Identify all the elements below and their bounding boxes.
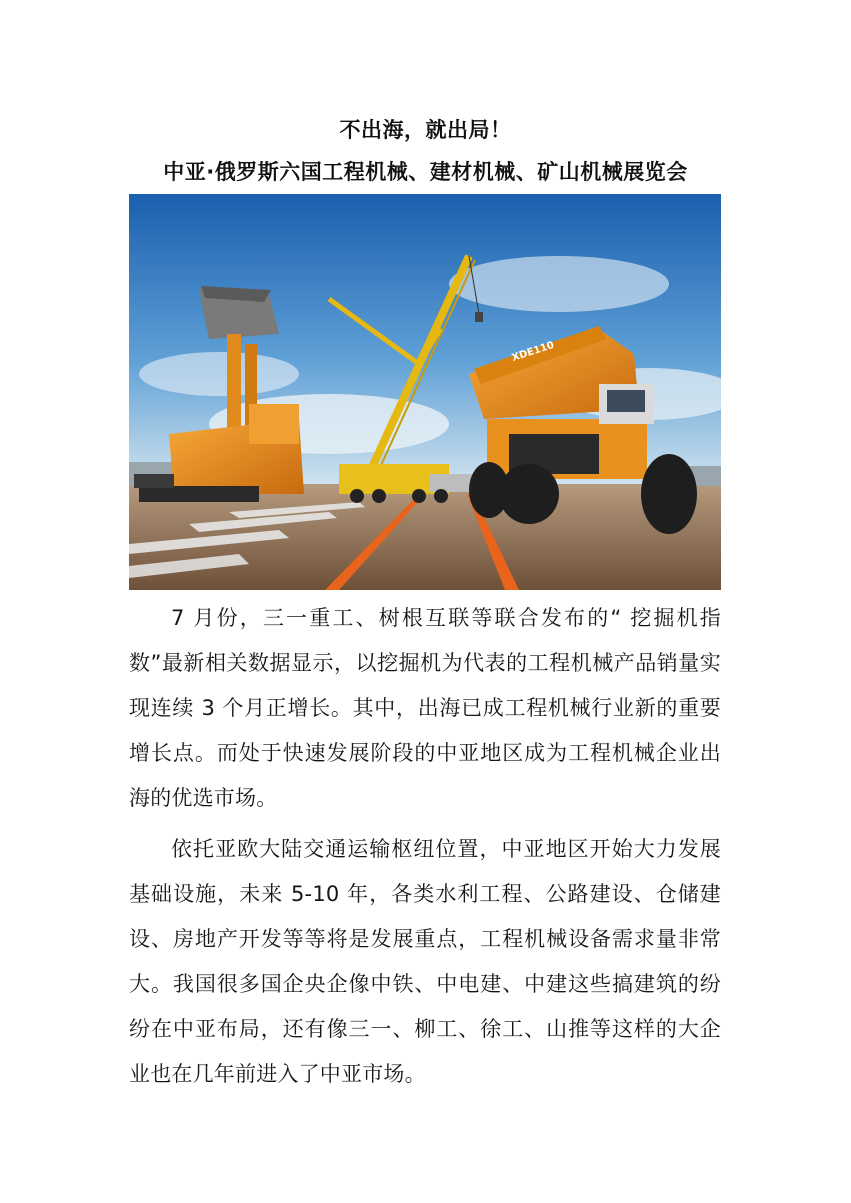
article-body (129, 596, 721, 1103)
paragraph: 7 月份，三一重工、树根互联等联合发布的“ 挖掘机指数”最新相关数据显示，以挖掘机为代表的工程机械产品销量实现连续 3 个月正增长。其中，出海已成工程机械行业新的重要增长点。而处于快速发展阶段的中亚地区成为工程机械企业出海的优选市场。 (129, 606, 721, 810)
exhibition-title: 中亚·俄罗斯六国工程机械、建材机械、矿山机械展览会 (163, 160, 688, 184)
page-title: 不出海，就出局！ (339, 118, 512, 142)
truck-label: XDE110 (510, 339, 556, 364)
machinery-photo (129, 194, 721, 590)
paragraph: 依托亚欧大陆交通运输枢纽位置，中亚地区开始大力发展基础设施，未来 5-10 年，各类水利工程、公路建设、仓储建设、房地产开发等等将是发展重点，工程机械设备需求量非常大。我国很多国企央企像中铁、中电建、中建这些搞建筑的纷纷在中亚布局，还有像三一、柳工、徐工、山推等这样的大企业也在几年前进入了中亚市场。 (129, 837, 721, 1086)
